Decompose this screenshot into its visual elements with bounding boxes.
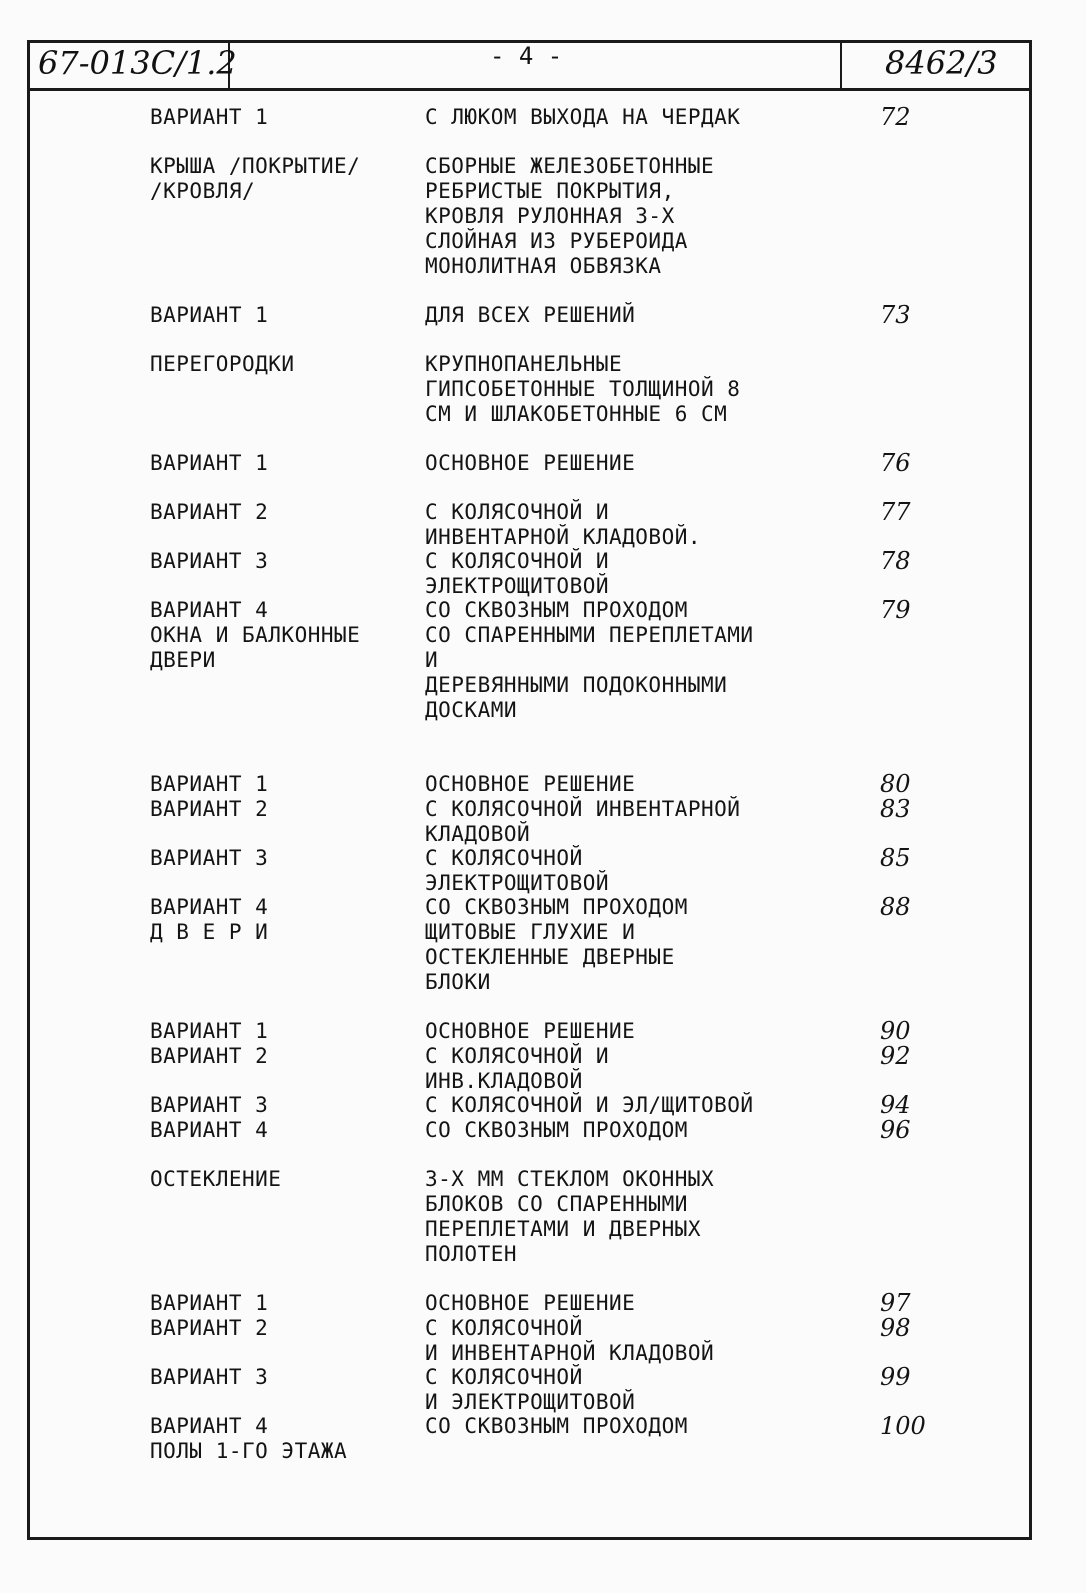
row-description: КРУПНОПАНЕЛЬНЫЕ ГИПСОБЕТОННЫЕ ТОЛЩИНОЙ 8 СМ И ШЛАКОБЕТОННЫЕ 6 СМ	[425, 352, 741, 426]
row-page: 88	[880, 893, 911, 921]
sheet-id: 8462/3	[885, 44, 998, 82]
row-label: КРЫША /ПОКРЫТИЕ/ /КРОВЛЯ/	[150, 154, 361, 203]
row-label: ВАРИАНТ 3	[150, 846, 269, 870]
row-page: 98	[880, 1314, 911, 1342]
row-label: ВАРИАНТ 4	[150, 1118, 269, 1142]
row-page: 99	[880, 1363, 911, 1391]
row-label: ВАРИАНТ 3	[150, 1093, 269, 1117]
row-description: С КОЛЯСОЧНОЙ ЭЛЕКТРОЩИТОВОЙ	[425, 846, 610, 895]
row-description: С КОЛЯСОЧНОЙ И ИНВ.КЛАДОВОЙ	[425, 1044, 610, 1093]
row-page: 97	[880, 1289, 911, 1317]
row-description: ОСНОВНОЕ РЕШЕНИЕ	[425, 772, 636, 796]
row-description: С КОЛЯСОЧНОЙ И ИНВЕНТАРНОЙ КЛАДОВОЙ	[425, 1316, 715, 1365]
row-page: 72	[880, 103, 911, 131]
row-description: С КОЛЯСОЧНОЙ И ЭЛ/ЩИТОВОЙ	[425, 1093, 754, 1117]
row-page: 92	[880, 1042, 911, 1070]
row-page: 90	[880, 1017, 911, 1045]
row-page: 73	[880, 301, 911, 329]
row-description: С КОЛЯСОЧНОЙ И ЭЛЕКТРОЩИТОВОЙ	[425, 549, 610, 598]
row-label: ВАРИАНТ 1	[150, 1291, 269, 1315]
row-label: ВАРИАНТ 4	[150, 598, 269, 622]
row-description: СБОРНЫЕ ЖЕЛЕЗОБЕТОННЫЕ РЕБРИСТЫЕ ПОКРЫТИЯ, КРОВЛЯ РУЛОННАЯ 3-Х СЛОЙНАЯ ИЗ РУБЕРОИДА МОНОЛИТНАЯ ОБВЯЗКА	[425, 154, 715, 278]
row-description: С КОЛЯСОЧНОЙ И ЭЛЕКТРОЩИТОВОЙ	[425, 1365, 636, 1414]
row-label: ВАРИАНТ 1	[150, 772, 269, 796]
row-page: 79	[880, 596, 911, 624]
row-label: ВАРИАНТ 3	[150, 549, 269, 573]
row-description: С КОЛЯСОЧНОЙ И ИНВЕНТАРНОЙ КЛАДОВОЙ.	[425, 500, 702, 549]
row-description: ОСНОВНОЕ РЕШЕНИЕ	[425, 1019, 636, 1043]
page-number: - 4 -	[490, 42, 563, 70]
row-description: СО СКВОЗНЫМ ПРОХОДОМ	[425, 1414, 688, 1438]
row-description: СО СКВОЗНЫМ ПРОХОДОМ	[425, 895, 688, 919]
row-description: С ЛЮКОМ ВЫХОДА НА ЧЕРДАК	[425, 105, 741, 129]
row-label: ПЕРЕГОРОДКИ	[150, 352, 295, 376]
row-page: 77	[880, 498, 911, 526]
row-label: ВАРИАНТ 2	[150, 1316, 269, 1340]
row-label: ВАРИАНТ 2	[150, 500, 269, 524]
row-label: ОКНА И БАЛКОННЫЕ ДВЕРИ	[150, 623, 361, 672]
row-page: 78	[880, 547, 911, 575]
row-label: ВАРИАНТ 2	[150, 797, 269, 821]
row-label: ВАРИАНТ 1	[150, 105, 269, 129]
row-label: ВАРИАНТ 1	[150, 451, 269, 475]
row-label: Д В Е Р И	[150, 920, 269, 944]
row-description: ОСНОВНОЕ РЕШЕНИЕ	[425, 1291, 636, 1315]
row-page: 76	[880, 449, 911, 477]
row-label: ВАРИАНТ 3	[150, 1365, 269, 1389]
row-description: ДЛЯ ВСЕХ РЕШЕНИЙ	[425, 303, 636, 327]
row-label: ОСТЕКЛЕНИЕ	[150, 1167, 282, 1191]
row-page: 94	[880, 1091, 911, 1119]
row-label: ВАРИАНТ 4	[150, 1414, 269, 1438]
document-code: 67-013C/1.2	[38, 44, 237, 82]
row-description: СО СКВОЗНЫМ ПРОХОДОМ	[425, 1118, 688, 1142]
row-label: ВАРИАНТ 4	[150, 895, 269, 919]
row-page: 96	[880, 1116, 911, 1144]
row-label: ВАРИАНТ 2	[150, 1044, 269, 1068]
row-page: 83	[880, 795, 911, 823]
row-description: 3-Х ММ СТЕКЛОМ ОКОННЫХ БЛОКОВ СО СПАРЕННЫМИ ПЕРЕПЛЕТАМИ И ДВЕРНЫХ ПОЛОТЕН	[425, 1167, 715, 1266]
row-description: С КОЛЯСОЧНОЙ ИНВЕНТАРНОЙ КЛАДОВОЙ	[425, 797, 741, 846]
row-page: 85	[880, 844, 911, 872]
row-label: ПОЛЫ 1-ГО ЭТАЖА	[150, 1439, 348, 1463]
row-page: 80	[880, 770, 911, 798]
row-label: ВАРИАНТ 1	[150, 1019, 269, 1043]
row-description: ОСНОВНОЕ РЕШЕНИЕ	[425, 451, 636, 475]
row-page: 100	[880, 1412, 926, 1440]
row-description: СО СПАРЕННЫМИ ПЕРЕПЛЕТАМИ И ДЕРЕВЯННЫМИ ПОДОКОННЫМИ ДОСКАМИ	[425, 623, 754, 722]
row-label: ВАРИАНТ 1	[150, 303, 269, 327]
row-description: СО СКВОЗНЫМ ПРОХОДОМ	[425, 598, 688, 622]
row-description: ЩИТОВЫЕ ГЛУХИЕ И ОСТЕКЛЕННЫЕ ДВЕРНЫЕ БЛОКИ	[425, 920, 675, 994]
